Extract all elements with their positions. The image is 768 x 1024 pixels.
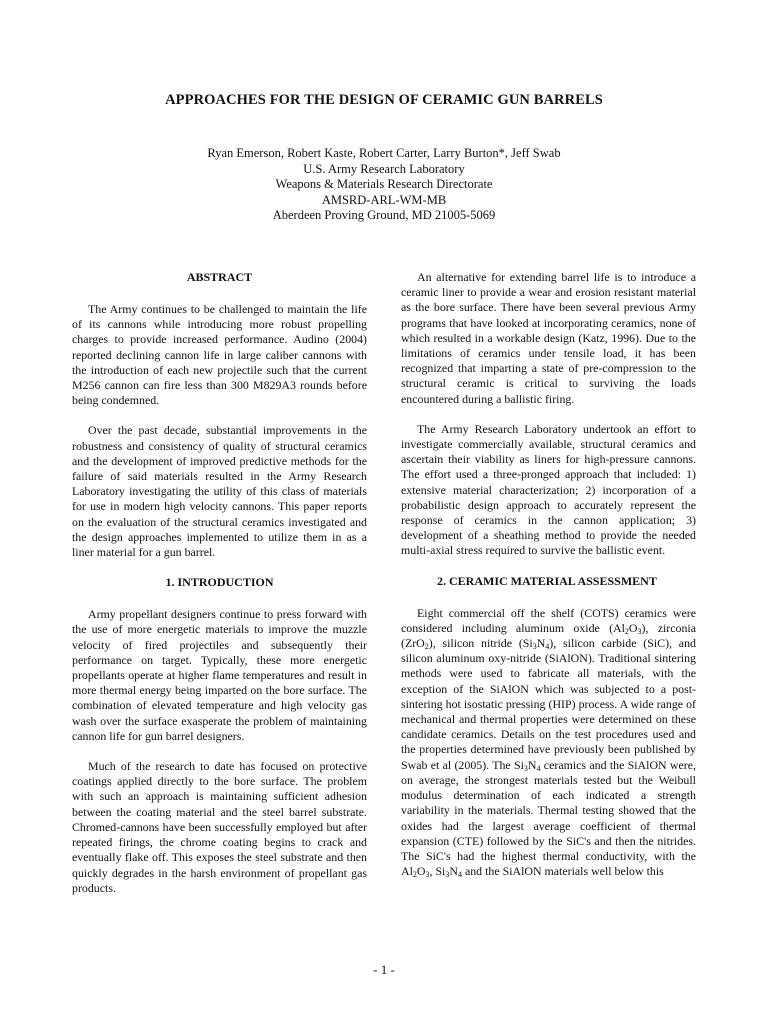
right-paragraph-1: An alternative for extending barrel life is to introduce a ceramic liner to provide a wear and erosion resistant material as the bore surface. There have been several previous Army programs that have looked at incorporating ceramics, none of which resulted in a workable design (Katz, 1996). Due to the limitations of ceramics under tensile load, it has been recognized that imparting a state of pre-compression to the structural ceramic is critical to surviving the loads encountered during a ballistic firing. (401, 270, 696, 406)
left-column (72, 270, 367, 896)
introduction-paragraph-2: Much of the research to date has focused on protective coatings applied directly to the bore surface. The problem with such an approach is maintaining sufficient adhesion between the coating material and the steel barrel substrate. Chromed-cannons have been successfully employed but after repeated firings, the chrome coating begins to crack and eventually flake off. This exposes the steel substrate and then quickly degrades in the harsh environment of propellant gas products. (72, 759, 367, 895)
author-block (0, 146, 768, 224)
abstract-heading: ABSTRACT (186, 270, 253, 284)
right-paragraph-2: The Army Research Laboratory undertook an effort to investigate commercially available, structural ceramics and ascertain their viability as liners for high-pressure cannons. The effort used a three-pronged approach that included: 1) extensive material characterization; 2) incorporation of a probabilistic design approach to accurately represent the response of ceramics in the cannon application; 3) development of a sheathing method to provide the needed multi-axial stress required to survive the ballistic event. (401, 421, 696, 558)
affiliation-directorate: Weapons & Materials Research Directorate (275, 177, 493, 191)
right-column (401, 270, 696, 879)
page-number: - 1 - (373, 962, 395, 977)
affiliation-code: AMSRD-ARL-WM-MB (321, 192, 447, 207)
affiliation-address: Aberdeen Proving Ground, MD 21005-5069 (272, 208, 496, 222)
abstract-paragraph-2: Over the past decade, substantial improvements in the robustness and consistency of quality of structural ceramics and the development of improved predictive methods for the failure of said materials resulted in the Army Research Laboratory investigating the utility of this class of materials for use in modern high velocity cannons. This paper reports on the evaluation of the structural ceramics investigated and the design approaches implemented to utilize them in as a liner material for a gun barrel. (72, 423, 367, 560)
paper-title: APPROACHES FOR THE DESIGN OF CERAMIC GUN BARRELS (165, 92, 603, 108)
introduction-heading: 1. INTRODUCTION (165, 575, 274, 590)
affiliation-org: U.S. Army Research Laboratory (303, 161, 465, 176)
section-2-heading: 2. CERAMIC MATERIAL ASSESSMENT (437, 573, 657, 588)
introduction-paragraph-1: Army propellant designers continue to press forward with the use of more energetic materials to improve the muzzle velocity of fired projectiles and subsequently their performance on target. Typically, these more energetic propellants operate at higher flame temperatures and result in more thermal energy being imparted on the bore surface. The combination of elevated temperature and high velocity gas wash over the surface exasperate the problem of maintaining cannon life for gun barrel designers. (72, 607, 367, 743)
author-names: Ryan Emerson, Robert Kaste, Robert Carter, Larry Burton*, Jeff Swab (207, 146, 561, 160)
section-2-paragraph-1: Eight commercial off the shelf (COTS) ceramics were considered including aluminum oxide $(Al_2O_3)$, zirconia (ZrO$_2$), silicon nitride $(Si_3N_4)$, silicon carbide (SiC), and silicon aluminum oxy-nitride (SiAlON). Traditional sintering methods were used to fabricate all materials, with the exception of the SiAlON which was subjected to a post-sintering hot isostatic pressing (HIP) process. A wide range of mechanical and thermal properties were determined on these candidate ceramics. Details on the test procedures used and the properties determined have previously been published by Swab et al (2005). The $Si_3N_4$ ceramics and the SiAlON were, on average, the strongest materials tested but the Weibull modulus determination of each indicated a strength variability in the materials. Thermal testing showed that the oxides had the largest average coefficient of thermal expansion (CTE) followed by the SiC's and then the nitrides. The SiC's had the highest thermal conductivity, with the $Al_2O_3$, $Si_3N_4$ and the SiAlON materials well below this (401, 605, 696, 880)
abstract-paragraph-1: The Army continues to be challenged to maintain the life of its cannons while introducing more robust propelling charges to provide increased performance. Audino (2004) reported declining cannon life in large caliber cannons with the introduction of each new projectile such that the current M256 cannon can fire less than 300 M829A3 rounds before being condemned. (72, 302, 367, 408)
